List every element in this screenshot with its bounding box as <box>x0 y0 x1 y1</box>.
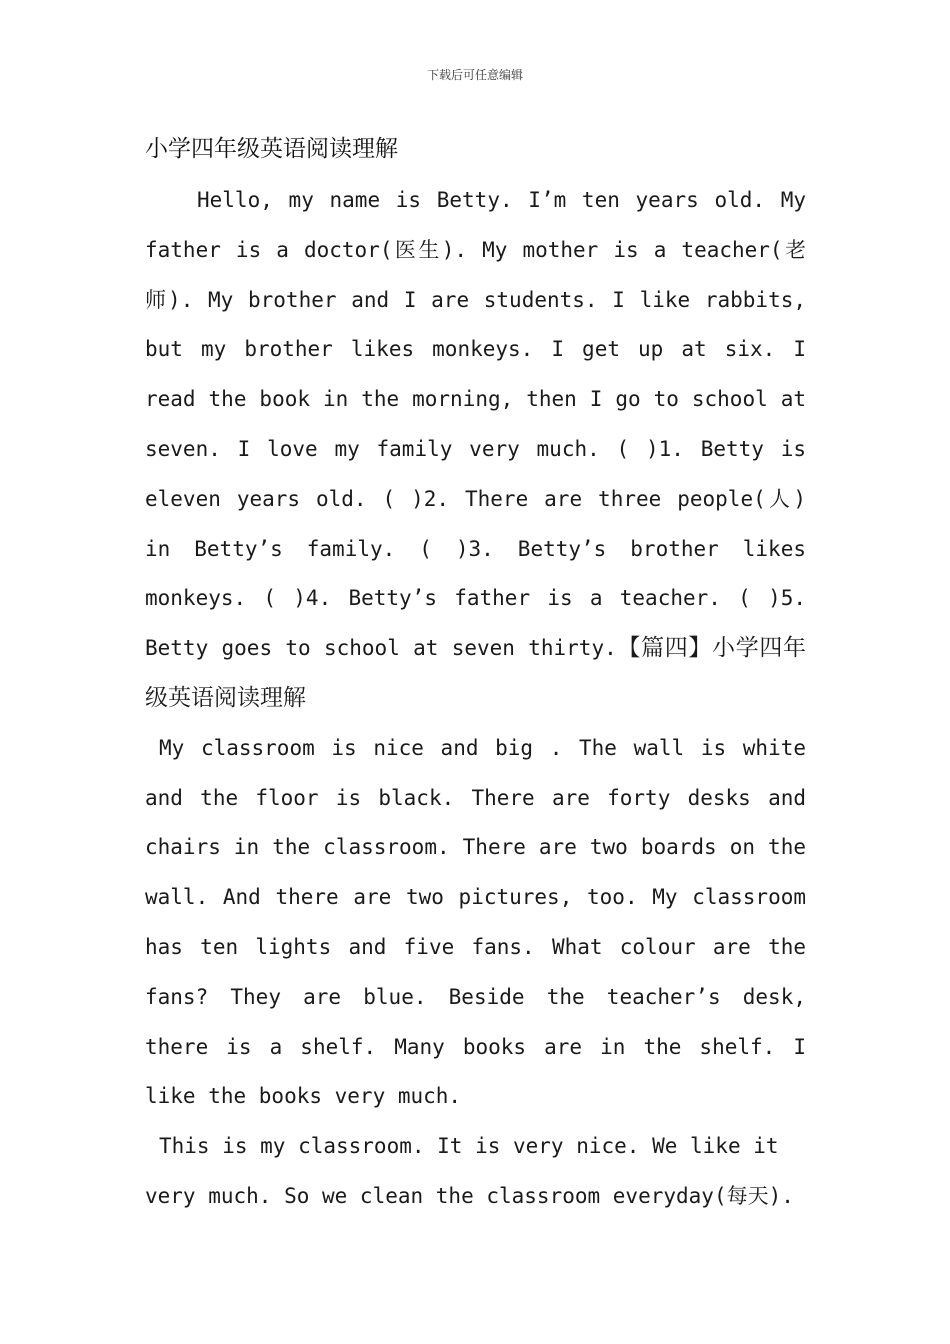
section-heading-part-4: 【篇四】小学四年级英语阅读理解 <box>145 635 807 711</box>
passage-1 <box>145 176 806 724</box>
document-body <box>145 176 806 1222</box>
passage-1-text: Hello, my name is Betty. I’m ten years old. My father is a doctor(医生). My mother is a teacher(老师). My brother and I are students. I like rabbits, but my brother likes monkeys. I get up at six. I read the book in the morning, then I go to school at seven. I love my family very much. ( )1. Betty is eleven years old. ( )2. There are three people(人) in Betty’s family. ( )3. Betty’s brother likes monkeys. ( )4. Betty’s father is a teacher. ( )5. Betty goes to school at seven thirty. <box>145 188 806 661</box>
passage-2-paragraph-2: This is my classroom. It is very nice. We like it <box>159 1134 779 1159</box>
page-header-note: 下载后可任意编辑 <box>426 68 523 82</box>
passage-2-paragraph-1: My classroom is nice and big . The wall is white and the floor is black. There are forty desks and chairs in the classroom. There are two boards on the wall. And there are two pictures, too. My classroom has ten lights and five fans. What colour are the fans? They are blue. Beside the teacher’s desk, there is a shelf. Many books are in the shelf. I like the books very much. <box>145 735 806 1109</box>
passage-2-last-line: very much. So we clean the classroom everyday(每天). <box>145 1183 794 1208</box>
document-title: 小学四年级英语阅读理解 <box>145 136 398 162</box>
